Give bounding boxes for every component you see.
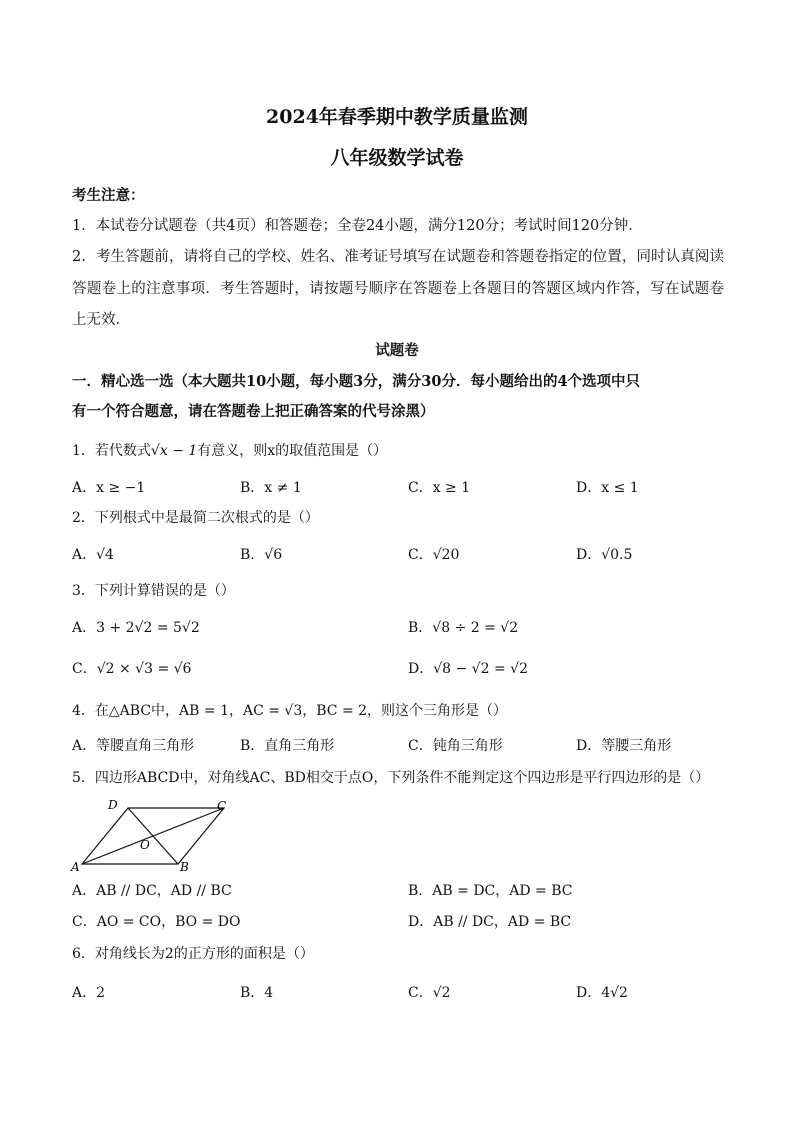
question-3-stem: 3．下列计算错误的是（） — [72, 583, 235, 599]
question-2-option-b: B．√6 — [240, 547, 283, 563]
vertex-label-c: C — [217, 799, 227, 813]
question-3-option-c: C．√2 × √3 = √6 — [72, 661, 192, 677]
question-5-option-b: B．AB = DC，AD = BC — [408, 883, 573, 899]
notice-item-2: 2．考生答题前，请将自己的学校、姓名、准考证号填写在试题卷和答题卷指定的位置，同时认真阅读答题卷上的注意事项．考生答题时，请按题号顺序在答题卷上各题目的答题区域内作答，写在试题卷上无效． — [72, 249, 724, 328]
question-5-option-c: C．AO = CO，BO = DO — [72, 914, 241, 930]
question-2-option-a: A．√4 — [72, 547, 114, 563]
question-5-option-a: A．AB // DC，AD // BC — [72, 883, 232, 899]
question-4-option-d: D．等腰三角形 — [576, 738, 672, 754]
diagonal-bd — [128, 808, 178, 864]
question-2-option-c: C．√20 — [408, 547, 460, 563]
question-4-option-b: B．直角三角形 — [240, 738, 335, 754]
question-1-stem-math: √x − 1 — [150, 443, 198, 459]
question-1-stem-pre: 1．若代数式 — [72, 443, 151, 459]
question-4-stem: 4．在△ABC中，AB = 1，AC = √3，BC = 2，则这个三角形是（） — [72, 703, 508, 719]
part1-heading-line2: 有一个符合题意，请在答题卷上把正确答案的代号涂黑） — [72, 403, 435, 420]
question-5-option-d: D．AB // DC，AD = BC — [408, 914, 572, 930]
question-5-stem: 5．四边形ABCD中，对角线AC、BD相交于点O，下列条件不能判定这个四边形是平行四边形的是（） — [72, 770, 710, 786]
part1-heading-line1: 一．精心选一选（本大题共10小题，每小题3分，满分30分．每小题给出的4个选项中只 — [72, 373, 641, 390]
center-label-o: O — [140, 838, 150, 852]
question-2-stem: 2．下列根式中是最简二次根式的是（） — [72, 510, 319, 526]
notice-heading: 考生注意： — [72, 187, 145, 204]
question-3-option-b: B．√8 ÷ 2 = √2 — [408, 620, 519, 636]
exam-title: 2024年春季期中教学质量监测 — [266, 106, 528, 128]
question-2-option-d: D．√0.5 — [576, 547, 633, 563]
question-6-option-a: A．2 — [72, 985, 106, 1001]
vertex-label-a: A — [71, 860, 80, 874]
question-3-option-a: A．3 + 2√2 = 5√2 — [72, 620, 200, 636]
vertex-label-b: B — [180, 860, 189, 874]
exam-subtitle: 八年级数学试卷 — [330, 147, 464, 169]
vertex-label-d: D — [108, 798, 118, 812]
question-3-option-d: D．√8 − √2 = √2 — [408, 661, 528, 677]
question-1-option-d: D．x ≤ 1 — [576, 480, 639, 496]
question-1-option-c: C．x ≥ 1 — [408, 480, 471, 496]
question-6-option-c: C．√2 — [408, 985, 451, 1001]
question-1-stem — [72, 441, 387, 461]
question-1-option-b: B．x ≠ 1 — [240, 480, 302, 496]
question-1-option-a: A．x ≥ −1 — [72, 480, 146, 496]
question-4-option-c: C．钝角三角形 — [408, 738, 503, 754]
notice-item-1: 1．本试卷分试题卷（共4页）和答题卷；全卷24小题，满分120分；考试时间120分钟． — [72, 218, 643, 234]
parallelogram-figure — [66, 796, 236, 876]
question-6-option-d: D．4√2 — [576, 985, 628, 1001]
section-title: 试题卷 — [375, 342, 419, 359]
question-6-option-b: B．4 — [240, 985, 274, 1001]
question-1-stem-post: 有意义，则x的取值范围是（） — [197, 443, 388, 459]
question-6-stem: 6．对角线长为2的正方形的面积是（） — [72, 946, 314, 962]
question-4-option-a: A．等腰直角三角形 — [72, 738, 195, 754]
